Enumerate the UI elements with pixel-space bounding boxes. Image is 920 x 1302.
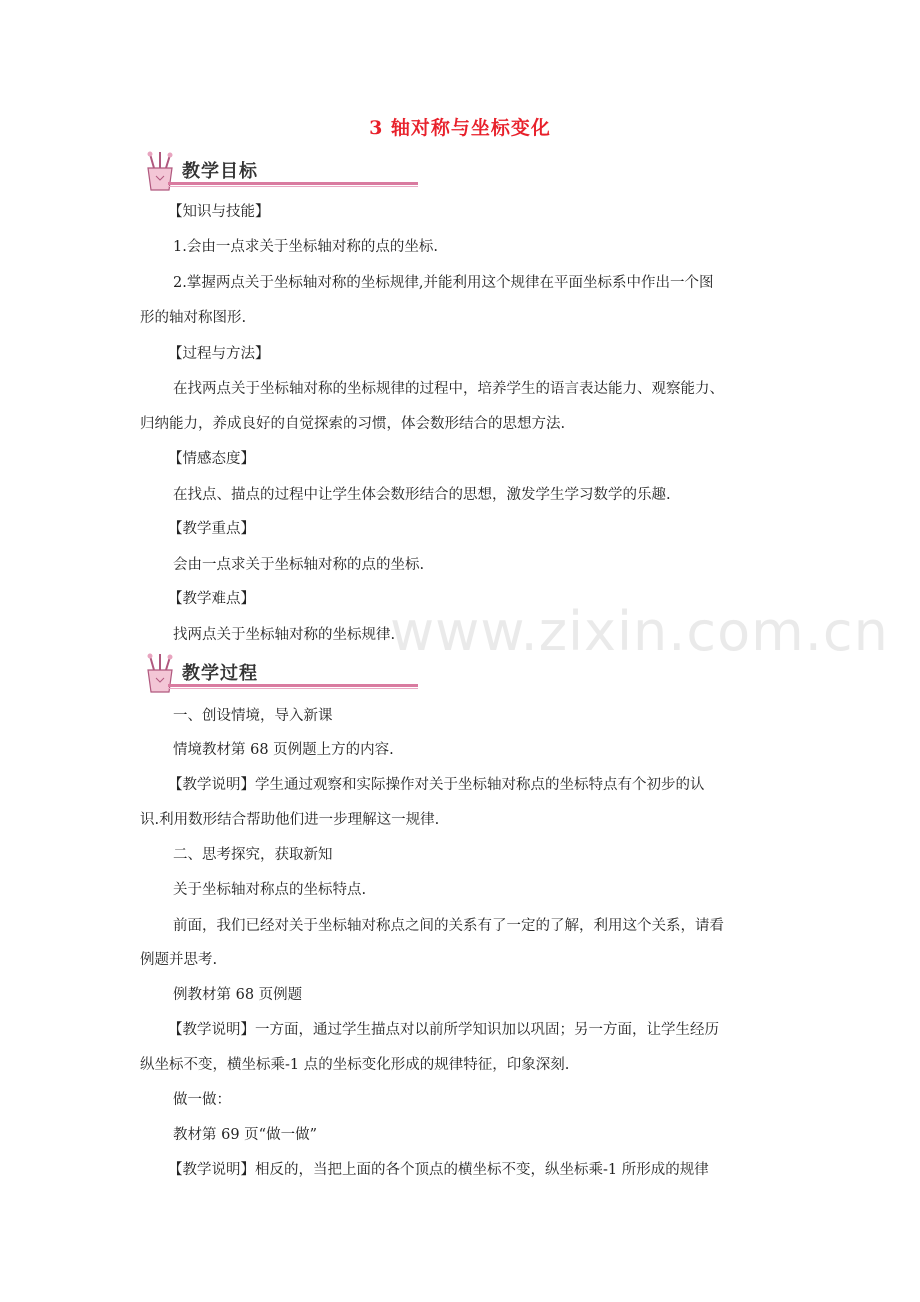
paragraph-line: 会由一点求关于坐标轴对称的点的坐标. (173, 557, 425, 573)
page-title: 3 轴对称与坐标变化 (369, 117, 551, 139)
paragraph-line: 1.会由一点求关于坐标轴对称的点的坐标. (173, 239, 438, 255)
section-heading: 【教学难点】 (168, 591, 255, 607)
paragraph-line: 做一做： (173, 1092, 231, 1108)
paragraph-line: 纵坐标不变，横坐标乘-1 点的坐标变化形成的规律特征，印象深刻. (140, 1057, 570, 1073)
banner-underline (168, 182, 418, 185)
paragraph-line: 2.掌握两点关于坐标轴对称的坐标规律,并能利用这个规律在平面坐标系中作出一个图 (173, 275, 714, 291)
paragraph-line: 归纳能力，养成良好的自觉探索的习惯，体会数形结合的思想方法. (140, 416, 566, 432)
section-banner-objectives (140, 150, 285, 194)
paragraph-line: 例题并思考. (140, 952, 218, 968)
paragraph-line: 情境教材第 68 页例题上方的内容. (173, 742, 394, 758)
paragraph-line: 例教材第 68 页例题 (173, 987, 303, 1003)
section-heading: 【知识与技能】 (168, 204, 270, 220)
paragraph-line: 【教学说明】学生通过观察和实际操作对关于坐标轴对称点的坐标特点有个初步的认 (168, 777, 705, 793)
paragraph-line: 前面，我们已经对关于坐标轴对称点之间的关系有了一定的了解，利用这个关系，请看 (173, 918, 724, 934)
paragraph-line: 识.利用数形结合帮助他们进一步理解这一规律. (140, 812, 440, 828)
paragraph-line: 关于坐标轴对称点的坐标特点. (173, 882, 367, 898)
banner-label: 教学目标 (182, 161, 258, 182)
banner-underline-thin (168, 186, 418, 187)
pencil-cup-icon (140, 652, 180, 696)
paragraph-line: 【教学说明】相反的，当把上面的各个顶点的横坐标不变，纵坐标乘-1 所形成的规律 (168, 1162, 709, 1178)
section-heading: 二、思考探究，获取新知 (173, 847, 333, 863)
section-heading: 【过程与方法】 (168, 346, 270, 362)
banner-underline-thin (168, 688, 418, 689)
section-banner-process (140, 652, 285, 696)
paragraph-line: 在找两点关于坐标轴对称的坐标规律的过程中，培养学生的语言表达能力、观察能力、 (173, 381, 724, 397)
watermark: www.zixin.com.cn (390, 600, 889, 663)
banner-underline (168, 684, 418, 687)
paragraph-line: 教材第 69 页“做一做” (173, 1127, 317, 1143)
paragraph-line: 在找点、描点的过程中让学生体会数形结合的思想，激发学生学习数学的乐趣. (173, 487, 671, 503)
paragraph-line: 【教学说明】一方面，通过学生描点对以前所学知识加以巩固；另一方面，让学生经历 (168, 1022, 719, 1038)
paragraph-line: 形的轴对称图形. (140, 310, 247, 326)
pencil-cup-icon (140, 150, 180, 194)
section-heading: 【教学重点】 (168, 521, 255, 537)
section-heading: 【情感态度】 (168, 451, 255, 467)
section-heading: 一、创设情境，导入新课 (173, 708, 333, 724)
banner-label: 教学过程 (182, 663, 258, 684)
paragraph-line: 找两点关于坐标轴对称的坐标规律. (173, 627, 396, 643)
